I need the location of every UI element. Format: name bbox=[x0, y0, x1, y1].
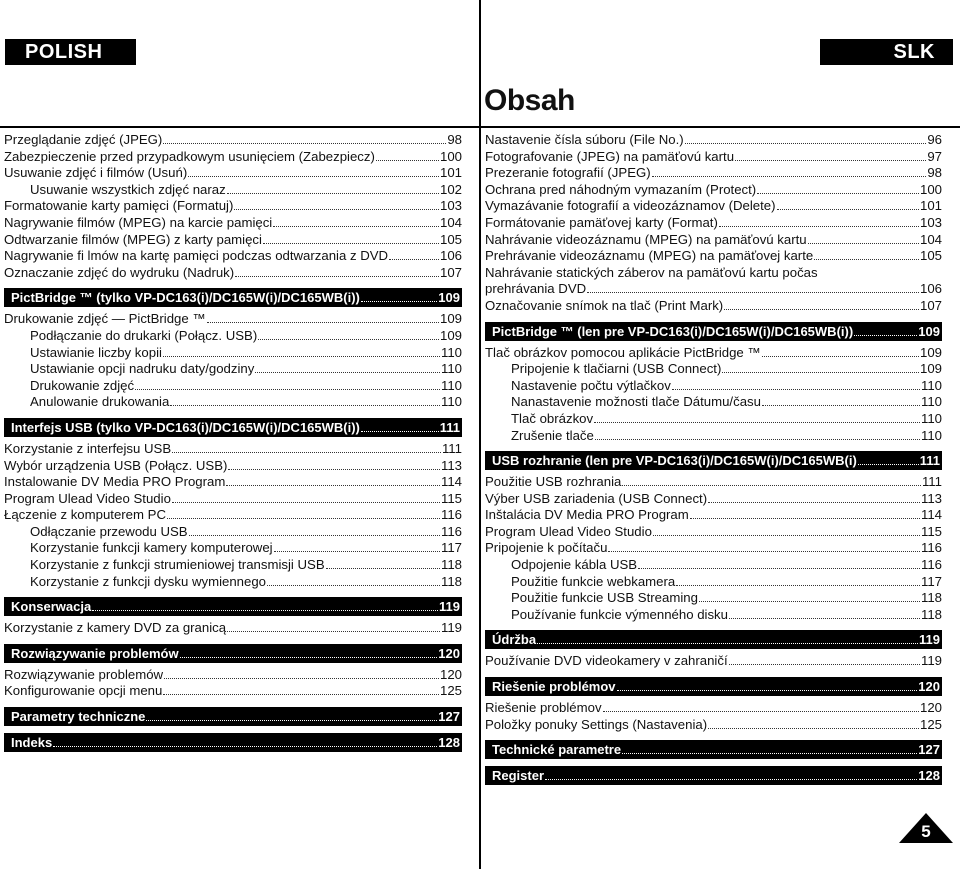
toc-page-number: 100 bbox=[439, 148, 462, 164]
toc-polish bbox=[4, 132, 462, 756]
page-number-badge bbox=[899, 813, 953, 843]
toc-page-number: 119 bbox=[920, 653, 942, 669]
toc-entry-label: Vymazávanie fotografií a videozáznamov (Delete) bbox=[485, 198, 776, 214]
toc-entry[interactable] bbox=[485, 298, 942, 315]
dot-leader bbox=[172, 502, 440, 503]
toc-entry-label: Drukowanie zdjęć — PictBridge ™ bbox=[4, 311, 206, 327]
dot-leader bbox=[274, 551, 440, 552]
toc-page-number: 111 bbox=[921, 474, 942, 490]
toc-entry-label: Tlač obrázkov pomocou aplikácie PictBridge ™ bbox=[485, 344, 761, 360]
toc-page-number: 113 bbox=[920, 490, 942, 506]
dot-leader bbox=[603, 711, 919, 712]
toc-entry-label: Nastavenie počtu výtlačkov bbox=[511, 377, 671, 393]
toc-entry-label: Korzystanie z funkcji strumieniowej transmisji USB bbox=[30, 557, 325, 573]
toc-entry[interactable] bbox=[4, 574, 462, 591]
toc-page-number: 118 bbox=[440, 573, 462, 589]
toc-entry[interactable] bbox=[485, 281, 942, 298]
toc-page-number: 109 bbox=[438, 290, 460, 306]
toc-page-number: 116 bbox=[440, 523, 462, 539]
toc-entry[interactable] bbox=[4, 683, 462, 700]
dot-leader bbox=[652, 176, 927, 177]
dot-leader bbox=[735, 160, 926, 161]
dot-leader bbox=[814, 259, 919, 260]
dot-leader bbox=[685, 143, 927, 144]
page-title: Obsah bbox=[484, 84, 575, 117]
dot-leader bbox=[595, 439, 920, 440]
toc-entry-label: Register bbox=[492, 768, 545, 784]
page-number: 5 bbox=[921, 822, 931, 841]
dot-leader bbox=[762, 356, 919, 357]
toc-entry[interactable] bbox=[485, 700, 942, 717]
dot-leader bbox=[227, 193, 439, 194]
toc-section-header[interactable] bbox=[485, 451, 942, 470]
dot-leader bbox=[537, 643, 918, 644]
dot-leader bbox=[676, 585, 920, 586]
toc-page-number: 105 bbox=[919, 248, 942, 264]
toc-entry-label: Nanastavenie možnosti tlače Dátumu/času bbox=[511, 394, 761, 410]
toc-entry[interactable] bbox=[4, 232, 462, 249]
toc-page-number: 110 bbox=[920, 427, 942, 443]
dot-leader bbox=[708, 728, 919, 729]
toc-entry-label: Pripojenie k tlačiarni (USB Connect) bbox=[511, 361, 722, 377]
toc-page-number: 116 bbox=[920, 557, 942, 573]
toc-entry-label: Formátovanie pamäťovej karty (Format) bbox=[485, 214, 718, 230]
dot-leader bbox=[672, 389, 920, 390]
toc-page-number: 120 bbox=[918, 679, 940, 695]
toc-page-number: 128 bbox=[438, 735, 460, 751]
toc-entry-label: Przeglądanie zdjęć (JPEG) bbox=[4, 132, 163, 147]
toc-entry-label: Podłączanie do drukarki (Połącz. USB) bbox=[30, 327, 258, 343]
toc-entry-label: Oznaczanie zdjęć do wydruku (Nadruk) bbox=[4, 264, 235, 280]
toc-page-number: 101 bbox=[919, 198, 942, 214]
toc-entry-label: Indeks bbox=[11, 735, 53, 751]
toc-entry[interactable] bbox=[4, 132, 462, 149]
dot-leader bbox=[722, 372, 919, 373]
dot-leader bbox=[361, 301, 437, 302]
toc-entry[interactable] bbox=[4, 557, 462, 574]
toc-entry-label: Použitie USB rozhrania bbox=[485, 474, 622, 490]
dot-leader bbox=[690, 518, 920, 519]
toc-entry[interactable] bbox=[485, 540, 942, 557]
toc-page-number: 107 bbox=[439, 264, 462, 280]
dot-leader bbox=[389, 259, 439, 260]
toc-page-number: 98 bbox=[447, 132, 462, 147]
toc-page-number: 109 bbox=[918, 323, 940, 339]
toc-section-header[interactable] bbox=[485, 322, 942, 341]
toc-entry-label: Ustawianie liczby kopii bbox=[30, 344, 162, 360]
toc-entry-label: Položky ponuky Settings (Nastavenia) bbox=[485, 716, 708, 732]
toc-entry[interactable] bbox=[4, 215, 462, 232]
toc-page-number: 114 bbox=[920, 507, 942, 523]
dot-leader bbox=[594, 422, 920, 423]
toc-entry[interactable] bbox=[485, 198, 942, 215]
dot-leader bbox=[234, 209, 439, 210]
toc-entry-label: Korzystanie z kamery DVD za granicą bbox=[4, 620, 227, 636]
toc-page-number: 109 bbox=[439, 311, 462, 327]
toc-page-number: 111 bbox=[919, 453, 940, 469]
toc-entry[interactable] bbox=[485, 507, 942, 524]
dot-leader bbox=[258, 339, 439, 340]
toc-entry[interactable] bbox=[485, 411, 942, 428]
dot-leader bbox=[854, 335, 917, 336]
toc-entry-label: Odpojenie kábla USB bbox=[511, 557, 638, 573]
toc-page-number: 117 bbox=[440, 540, 462, 556]
toc-entry[interactable] bbox=[485, 574, 942, 591]
dot-leader bbox=[608, 551, 920, 552]
toc-entry-label: Interfejs USB (tylko VP-DC163(i)/DC165W(i)/DC165WB(i)) bbox=[11, 419, 360, 435]
toc-entry-label: Ochrana pred náhodným vymazaním (Protect) bbox=[485, 181, 757, 197]
toc-page-number: 119 bbox=[439, 599, 460, 615]
toc-page-number: 106 bbox=[919, 281, 942, 297]
toc-page-number: 115 bbox=[440, 490, 462, 506]
toc-entry-label: Označovanie snímok na tlač (Print Mark) bbox=[485, 297, 724, 313]
dot-leader bbox=[146, 720, 437, 721]
dot-leader bbox=[188, 176, 439, 177]
toc-page-number: 107 bbox=[919, 297, 942, 313]
toc-page-number: 96 bbox=[927, 132, 942, 147]
toc-entry-label: Nagrywanie fi lmów na kartę pamięci podczas odtwarzania z DVD bbox=[4, 248, 389, 264]
dot-leader bbox=[235, 276, 439, 277]
dot-leader bbox=[622, 485, 921, 486]
dot-leader bbox=[617, 690, 918, 691]
toc-page-number: 110 bbox=[440, 344, 462, 360]
toc-entry-label: Inštalácia DV Media PRO Program bbox=[485, 507, 689, 523]
toc-page-number: 103 bbox=[439, 198, 462, 214]
toc-entry-label: Korzystanie funkcji kamery komputerowej bbox=[30, 540, 273, 556]
toc-page-number: 125 bbox=[919, 716, 942, 732]
toc-entry[interactable] bbox=[4, 540, 462, 557]
toc-page-number: 109 bbox=[919, 361, 942, 377]
toc-entry-label: Rozwiązywanie problemów bbox=[11, 645, 179, 661]
toc-slovak bbox=[485, 132, 942, 789]
toc-entry-label: Korzystanie z interfejsu USB bbox=[4, 440, 172, 456]
toc-page-number: 113 bbox=[440, 457, 462, 473]
toc-entry[interactable] bbox=[4, 667, 462, 684]
dot-leader bbox=[180, 657, 438, 658]
toc-entry[interactable] bbox=[485, 717, 942, 734]
toc-entry-label: Instalowanie DV Media PRO Program bbox=[4, 474, 226, 490]
toc-entry[interactable] bbox=[4, 361, 462, 378]
toc-entry[interactable] bbox=[485, 232, 942, 249]
toc-page-number: 100 bbox=[919, 181, 942, 197]
toc-entry-label: Usuwanie zdjęć i filmów (Usuń) bbox=[4, 165, 188, 181]
toc-entry[interactable] bbox=[4, 328, 462, 345]
toc-entry[interactable] bbox=[4, 378, 462, 395]
toc-page-number: 106 bbox=[439, 248, 462, 264]
toc-entry-label: USB rozhranie (len pre VP-DC163(i)/DC165W(i)/DC165WB(i) bbox=[492, 453, 857, 469]
toc-entry-label: Výber USB zariadenia (USB Connect) bbox=[485, 490, 708, 506]
toc-entry-label: Program Ulead Video Studio bbox=[485, 523, 652, 539]
dot-leader bbox=[729, 664, 920, 665]
toc-entry-label: Tlač obrázkov bbox=[511, 410, 594, 426]
toc-entry-label: Zrušenie tlače bbox=[511, 427, 594, 443]
toc-entry[interactable] bbox=[4, 182, 462, 199]
dot-leader bbox=[653, 535, 920, 536]
toc-page-number: 119 bbox=[919, 632, 940, 648]
toc-page-number: 110 bbox=[920, 377, 942, 393]
toc-entry-label: Pripojenie k počítaču bbox=[485, 540, 608, 556]
dot-leader bbox=[163, 356, 440, 357]
toc-page-number: 118 bbox=[920, 590, 942, 606]
toc-page-number: 104 bbox=[919, 231, 942, 247]
toc-entry[interactable] bbox=[485, 607, 942, 624]
dot-leader bbox=[273, 226, 439, 227]
toc-entry-label: Odłączanie przewodu USB bbox=[30, 523, 188, 539]
toc-section-header[interactable] bbox=[4, 597, 462, 616]
toc-page-number: 115 bbox=[920, 523, 942, 539]
toc-entry-label: Používanie funkcie výmenného disku bbox=[511, 606, 728, 622]
dot-leader bbox=[53, 746, 437, 747]
toc-entry[interactable] bbox=[485, 491, 942, 508]
dot-leader bbox=[587, 292, 919, 293]
dot-leader bbox=[164, 678, 439, 679]
toc-page-number: 111 bbox=[441, 440, 462, 456]
toc-entry-label: Nagrywanie filmów (MPEG) na karcie pamięci bbox=[4, 214, 273, 230]
toc-entry-label: Rozwiązywanie problemów bbox=[4, 666, 164, 682]
toc-entry[interactable] bbox=[485, 378, 942, 395]
toc-entry[interactable] bbox=[4, 165, 462, 182]
toc-page-number: 116 bbox=[440, 507, 462, 523]
toc-page-number: 110 bbox=[440, 377, 462, 393]
toc-page-number: 105 bbox=[439, 231, 462, 247]
toc-entry-label: PictBridge ™ (tylko VP-DC163(i)/DC165W(i)/DC165WB(i)) bbox=[11, 290, 360, 306]
dot-leader bbox=[228, 469, 440, 470]
toc-entry-label: Korzystanie z funkcji dysku wymiennego bbox=[30, 573, 267, 589]
dot-leader bbox=[808, 243, 919, 244]
toc-entry-label: Používanie DVD videokamery v zahraničí bbox=[485, 653, 728, 669]
toc-entry[interactable] bbox=[4, 394, 462, 411]
toc-entry[interactable] bbox=[485, 474, 942, 491]
toc-entry[interactable] bbox=[4, 491, 462, 508]
toc-entry-label: Technické parametre bbox=[492, 742, 622, 758]
dot-leader bbox=[326, 568, 440, 569]
toc-entry[interactable] bbox=[4, 620, 462, 637]
toc-entry-label: Ustawianie opcji nadruku daty/godziny bbox=[30, 361, 255, 377]
language-badge-polish: POLISH bbox=[5, 39, 136, 65]
toc-entry[interactable] bbox=[4, 265, 462, 282]
toc-entry[interactable] bbox=[485, 248, 942, 265]
toc-section-header[interactable] bbox=[485, 677, 942, 696]
toc-entry-label: Konfigurowanie opcji menu bbox=[4, 683, 163, 699]
toc-entry[interactable] bbox=[4, 311, 462, 328]
toc-entry[interactable] bbox=[485, 361, 942, 378]
dot-leader bbox=[135, 389, 440, 390]
toc-page-number: 109 bbox=[919, 344, 942, 360]
toc-entry[interactable] bbox=[4, 458, 462, 475]
toc-entry[interactable] bbox=[485, 428, 942, 445]
toc-page-number: 110 bbox=[920, 394, 942, 410]
dot-leader bbox=[227, 631, 440, 632]
toc-entry-label: Parametry techniczne bbox=[11, 709, 146, 725]
toc-entry[interactable] bbox=[485, 394, 942, 411]
toc-entry[interactable] bbox=[485, 132, 942, 149]
dot-leader bbox=[207, 322, 439, 323]
toc-entry-label: Nahrávanie videozáznamu (MPEG) na pamäťovú kartu bbox=[485, 231, 807, 247]
toc-entry-label: Nastavenie čísla súboru (File No.) bbox=[485, 132, 684, 147]
dot-leader bbox=[92, 610, 438, 611]
toc-page-number: 111 bbox=[439, 419, 460, 435]
dot-leader bbox=[719, 226, 919, 227]
toc-entry[interactable] bbox=[4, 441, 462, 458]
dot-leader bbox=[622, 753, 917, 754]
dot-leader bbox=[226, 485, 440, 486]
toc-page-number: 109 bbox=[439, 327, 462, 343]
toc-page-number: 120 bbox=[919, 700, 942, 716]
toc-entry[interactable] bbox=[4, 474, 462, 491]
toc-entry-label: prehrávania DVD bbox=[485, 281, 587, 297]
toc-entry[interactable] bbox=[485, 345, 942, 362]
dot-leader bbox=[361, 431, 439, 432]
toc-page-number: 103 bbox=[919, 214, 942, 230]
toc-entry-label: Riešenie problémov bbox=[492, 679, 616, 695]
toc-page-number: 119 bbox=[440, 620, 462, 636]
dot-leader bbox=[376, 160, 439, 161]
toc-section-header[interactable] bbox=[485, 766, 942, 785]
column-divider bbox=[479, 0, 481, 869]
toc-page-number: 127 bbox=[918, 742, 940, 758]
toc-section-header[interactable] bbox=[4, 707, 462, 726]
toc-entry[interactable] bbox=[485, 590, 942, 607]
toc-entry[interactable] bbox=[485, 653, 942, 670]
dot-leader bbox=[267, 585, 440, 586]
dot-leader bbox=[777, 209, 919, 210]
toc-entry-label: Formatowanie karty pamięci (Formatuj) bbox=[4, 198, 234, 214]
toc-entry-label: Použitie funkcie webkamera bbox=[511, 573, 676, 589]
toc-entry[interactable] bbox=[4, 345, 462, 362]
toc-page-number: 110 bbox=[440, 394, 462, 410]
dot-leader bbox=[545, 779, 917, 780]
dot-leader bbox=[708, 502, 920, 503]
dot-leader bbox=[170, 405, 440, 406]
toc-section-header[interactable] bbox=[485, 630, 942, 649]
dot-leader bbox=[163, 694, 439, 695]
toc-section-header[interactable] bbox=[4, 644, 462, 663]
toc-page-number: 116 bbox=[920, 540, 942, 556]
toc-section-header[interactable] bbox=[4, 288, 462, 307]
toc-page-number: 104 bbox=[439, 214, 462, 230]
dot-leader bbox=[858, 464, 919, 465]
toc-entry-label: Fotografovanie (JPEG) na pamäťovú kartu bbox=[485, 148, 735, 164]
dot-leader bbox=[263, 243, 439, 244]
toc-section-header[interactable] bbox=[485, 740, 942, 759]
toc-entry-label: Riešenie problémov bbox=[485, 700, 602, 716]
toc-page-number: 114 bbox=[440, 474, 462, 490]
dot-leader bbox=[757, 193, 919, 194]
dot-leader bbox=[172, 452, 441, 453]
toc-entry-label: Usuwanie wszystkich zdjęć naraz bbox=[30, 181, 226, 197]
toc-entry-label: Konserwacja bbox=[11, 599, 92, 615]
toc-entry-label: Program Ulead Video Studio bbox=[4, 490, 171, 506]
toc-page-number: 101 bbox=[439, 165, 462, 181]
dot-leader bbox=[163, 143, 446, 144]
title-rule bbox=[0, 126, 960, 128]
toc-page-number: 118 bbox=[920, 606, 942, 622]
toc-page-number: 98 bbox=[927, 165, 942, 181]
toc-entry-label: Použitie funkcie USB Streaming bbox=[511, 590, 698, 606]
toc-entry[interactable] bbox=[4, 524, 462, 541]
toc-page-number: 110 bbox=[920, 410, 942, 426]
toc-page-number: 97 bbox=[927, 148, 942, 164]
toc-entry-label: Wybór urządzenia USB (Połącz. USB) bbox=[4, 457, 228, 473]
toc-page-number: 117 bbox=[920, 573, 942, 589]
dot-leader bbox=[255, 372, 440, 373]
dot-leader bbox=[724, 309, 919, 310]
toc-page-number: 120 bbox=[439, 666, 462, 682]
toc-entry[interactable] bbox=[4, 149, 462, 166]
toc-entry[interactable] bbox=[4, 198, 462, 215]
dot-leader bbox=[699, 601, 920, 602]
toc-entry[interactable] bbox=[485, 557, 942, 574]
toc-entry-label: Drukowanie zdjęć bbox=[30, 377, 135, 393]
toc-entry[interactable] bbox=[485, 524, 942, 541]
toc-entry[interactable] bbox=[485, 215, 942, 232]
dot-leader bbox=[167, 518, 440, 519]
toc-section-header[interactable] bbox=[4, 733, 462, 752]
toc-section-header[interactable] bbox=[4, 418, 462, 437]
toc-page-number: 128 bbox=[918, 768, 940, 784]
dot-leader bbox=[638, 568, 920, 569]
dot-leader bbox=[189, 535, 440, 536]
toc-page-number: 118 bbox=[440, 557, 462, 573]
toc-entry-label: Anulowanie drukowania bbox=[30, 394, 170, 410]
toc-entry[interactable] bbox=[485, 182, 942, 199]
toc-entry[interactable] bbox=[485, 165, 942, 182]
toc-entry-label: Údržba bbox=[492, 632, 537, 648]
toc-entry-label: Prezeranie fotografií (JPEG) bbox=[485, 165, 651, 181]
toc-page-number: 127 bbox=[438, 709, 460, 725]
language-badge-slovak: SLK bbox=[820, 39, 953, 65]
toc-entry-label: Prehrávanie videozáznamu (MPEG) na pamäťovej karte bbox=[485, 248, 814, 264]
toc-entry[interactable] bbox=[4, 507, 462, 524]
toc-page-number: 125 bbox=[439, 683, 462, 699]
toc-entry-label: Odtwarzanie filmów (MPEG) z karty pamięci bbox=[4, 231, 262, 247]
toc-entry-label: Zabezpieczenie przed przypadkowym usunięciem (Zabezpiecz) bbox=[4, 148, 375, 164]
toc-page-number: 102 bbox=[439, 181, 462, 197]
toc-entry-label: PictBridge ™ (len pre VP-DC163(i)/DC165W(i)/DC165WB(i)) bbox=[492, 323, 854, 339]
toc-page-number: 120 bbox=[438, 645, 460, 661]
toc-entry[interactable] bbox=[485, 149, 942, 166]
toc-entry-label: Łączenie z komputerem PC bbox=[4, 507, 166, 523]
dot-leader bbox=[762, 405, 920, 406]
toc-entry-text: Nahrávanie statických záberov na pamäťovú kartu počas bbox=[485, 264, 818, 280]
toc-entry[interactable] bbox=[4, 248, 462, 265]
toc-page-number: 110 bbox=[440, 361, 462, 377]
dot-leader bbox=[729, 618, 920, 619]
